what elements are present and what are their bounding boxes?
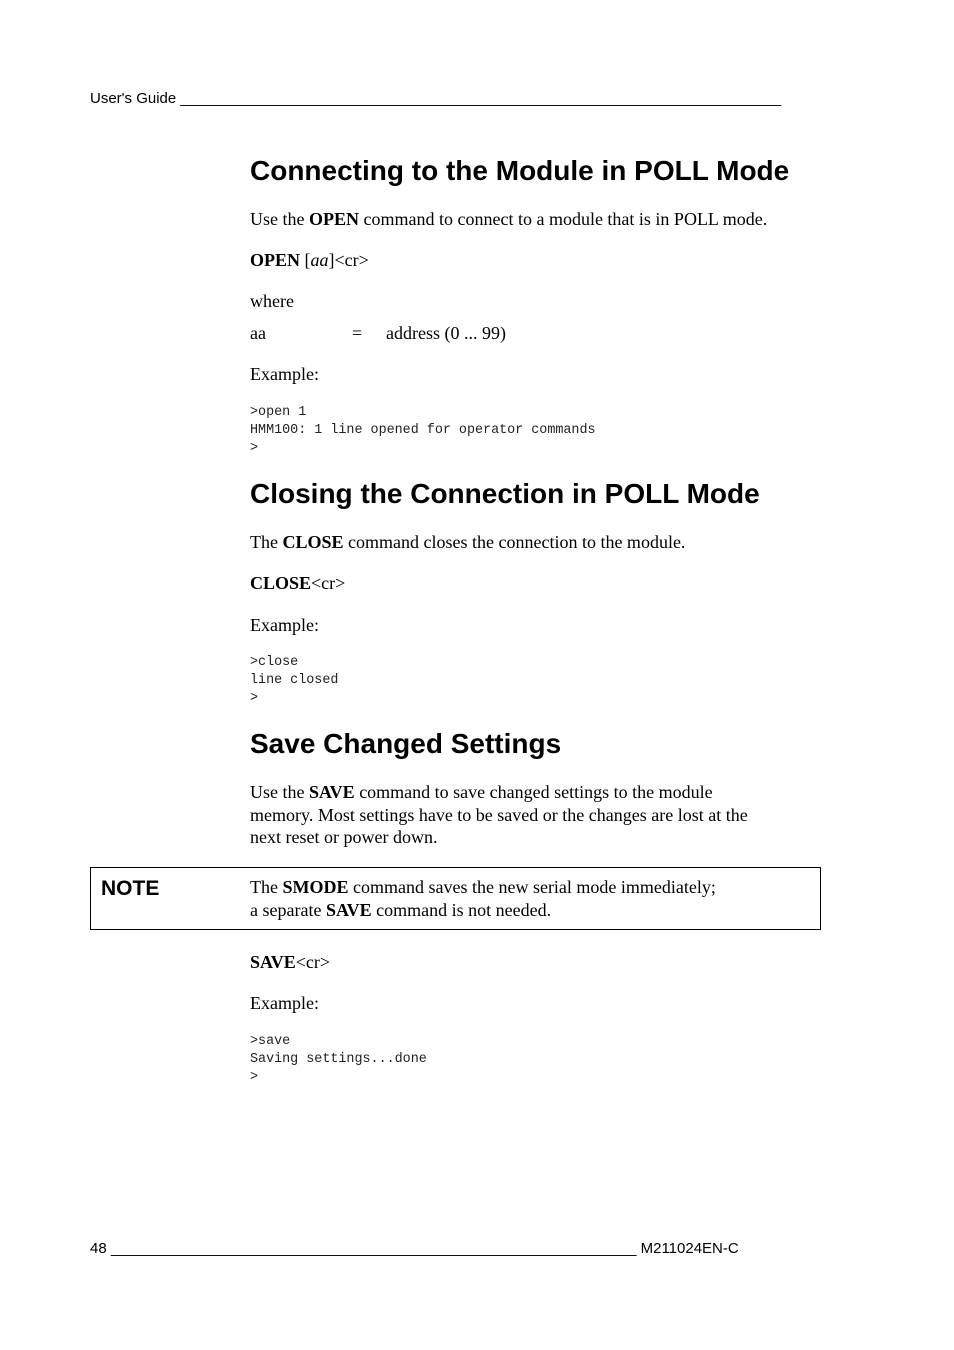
- header-rule: ________________________________________________________________________: [180, 90, 782, 107]
- command-name: OPEN: [308, 209, 359, 229]
- section-heading-close: Closing the Connection in POLL Mode: [250, 478, 760, 509]
- running-header: [90, 90, 781, 107]
- param-description: address (0 ... 99): [386, 323, 506, 343]
- where-label: where: [250, 291, 294, 311]
- command-name: CLOSE: [282, 532, 344, 552]
- example-label: Example:: [250, 364, 319, 384]
- param-name: aa: [250, 323, 266, 343]
- syntax-open: OPEN [aa]<cr>: [250, 250, 369, 270]
- page-number: 48: [90, 1240, 107, 1257]
- code-example-close: >close line closed >: [250, 655, 339, 706]
- syntax-save: SAVE<cr>: [250, 952, 330, 972]
- footer-rule: _______________________________________________________________: [110, 1240, 637, 1257]
- paragraph-save-intro: Use the SAVE command to save changed settings to the module memory. Most settings have to be saved or the changes are lost at the next reset or power down.: [250, 782, 748, 847]
- running-footer: [90, 1240, 739, 1257]
- paragraph-close-intro: The CLOSE command closes the connection to the module.: [250, 532, 686, 552]
- header-title: User's Guide: [90, 90, 177, 107]
- document-code: M211024EN-C: [640, 1240, 739, 1257]
- example-label: Example:: [250, 993, 319, 1013]
- section-heading-open: Connecting to the Module in POLL Mode: [250, 155, 790, 186]
- param-equals: =: [352, 323, 363, 343]
- syntax-close: CLOSE<cr>: [250, 573, 346, 593]
- code-example-open: >open 1 HMM100: 1 line opened for operator commands >: [250, 405, 596, 456]
- example-label: Example:: [250, 615, 319, 635]
- note-label: NOTE: [101, 877, 160, 900]
- note-text: The SMODE command saves the new serial mode immediately; a separate SAVE command is not needed.: [250, 877, 716, 920]
- command-name: SAVE: [308, 782, 355, 802]
- code-example-save: >save Saving settings...done >: [250, 1034, 427, 1085]
- paragraph-open-intro: Use the OPEN command to connect to a module that is in POLL mode.: [250, 209, 768, 229]
- note-box: [90, 867, 821, 930]
- section-heading-save: Save Changed Settings: [250, 728, 562, 759]
